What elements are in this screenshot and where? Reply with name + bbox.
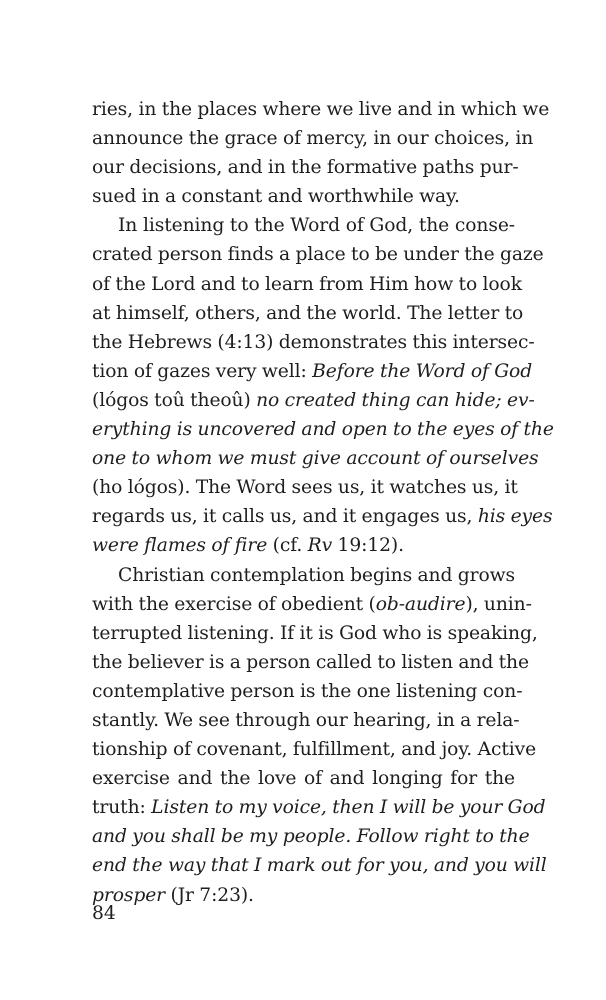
text-line — [92, 95, 550, 124]
text-line — [92, 764, 515, 793]
text-run: stantly. We see through our hearing, in a rela- — [92, 709, 520, 731]
text-run: contemplative person is the one listening con- — [92, 680, 523, 702]
italic-run: end the way that I mark out for you, and you will — [92, 855, 547, 877]
text-run: 19:12). — [332, 535, 404, 557]
text-run: (ho lógos). The Word sees us, it watches us, it — [92, 477, 518, 499]
text-line — [92, 793, 546, 822]
text-run: tionship of covenant, fulfillment, and joy. Active — [92, 739, 537, 761]
text-line — [92, 706, 520, 735]
text-run: ), unin- — [465, 593, 532, 615]
text-line — [92, 822, 530, 851]
italic-run: no created thing can hide; ev- — [256, 389, 535, 411]
text-run: truth: — [92, 797, 152, 819]
text-run: Christian contemplation begins and grows — [118, 564, 516, 586]
text-line — [92, 357, 533, 386]
text-line — [92, 386, 535, 415]
text-run: ries, in the places where we live and in which we — [92, 99, 550, 120]
text-run: (Jr 7:23). — [165, 884, 254, 906]
paragraph — [92, 211, 554, 560]
text-run: at himself, others, and the world. The letter to — [92, 302, 524, 324]
text-line — [92, 444, 539, 473]
body-text — [92, 95, 554, 910]
text-line — [92, 648, 529, 677]
page-number: 84 — [92, 903, 116, 924]
italic-run: Rv — [307, 535, 333, 557]
paragraph — [92, 561, 547, 910]
text-run: of the Lord and to learn from Him how to look — [92, 273, 522, 295]
text-line — [92, 270, 522, 299]
italic-run: Listen to my voice, then I will be your God — [151, 797, 546, 819]
text-run: (cf. — [267, 535, 308, 557]
italic-run: were flames of fire — [92, 535, 268, 557]
text-line — [92, 415, 554, 444]
text-run: exercise and the love of and longing for the — [92, 768, 515, 790]
text-line — [92, 182, 515, 211]
text-line — [92, 881, 515, 910]
text-line — [92, 124, 534, 153]
italic-run: his eyes — [477, 506, 553, 528]
italic-run: ob-audire — [375, 593, 466, 615]
text-line — [92, 502, 553, 531]
italic-run: one to whom we must give account of ourselves — [92, 448, 539, 470]
italic-run: prosper — [92, 884, 165, 906]
italic-run: erything is uncovered and open to the eyes of the — [92, 419, 554, 441]
text-line — [92, 473, 518, 502]
text-line — [92, 153, 519, 182]
text-run: with the exercise of obedient ( — [92, 593, 376, 615]
italic-run: Before the Word of God — [312, 360, 533, 382]
text-run: the Hebrews (4:13) demonstrates this intersec- — [92, 331, 535, 353]
text-run: tion of gazes very well: — [92, 360, 313, 382]
text-line — [92, 211, 515, 240]
text-line — [92, 590, 532, 619]
text-line — [92, 240, 544, 269]
text-line — [92, 735, 537, 764]
text-line — [92, 561, 515, 590]
text-line — [92, 299, 524, 328]
text-run: In listening to the Word of God, the conse- — [118, 215, 515, 237]
text-run: announce the grace of mercy, in our choices, in — [92, 128, 534, 150]
text-line — [92, 619, 538, 648]
text-run: crated person finds a place to be under the gaze — [92, 244, 544, 266]
text-run: our decisions, and in the formative paths pur- — [92, 157, 519, 179]
text-run: sued in a constant and worthwhile way. — [92, 186, 460, 208]
text-run: the believer is a person called to listen and the — [92, 651, 529, 673]
text-run: terrupted listening. If it is God who is speaking, — [92, 622, 538, 644]
paragraph — [92, 95, 550, 211]
text-line — [92, 851, 547, 880]
italic-run: and you shall be my people. Follow right to the — [92, 826, 530, 848]
text-line — [92, 531, 515, 560]
text-line — [92, 328, 535, 357]
text-line — [92, 677, 523, 706]
text-run: regards us, it calls us, and it engages us, — [92, 506, 478, 528]
text-run: (lógos toû theoû) — [92, 389, 257, 411]
